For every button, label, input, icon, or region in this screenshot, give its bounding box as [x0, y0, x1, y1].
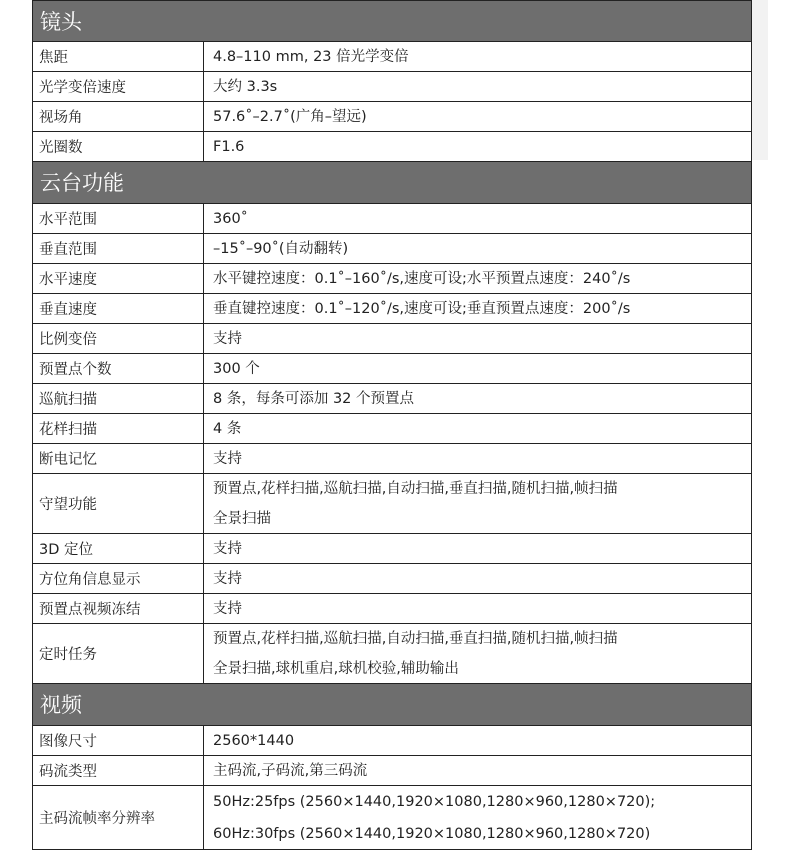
spec-label: 巡航扫描 [33, 384, 204, 413]
spec-value-line: 57.6˚–2.7˚(广角–望远) [213, 108, 367, 125]
spec-value-line: 支持 [213, 600, 242, 617]
spec-value [204, 42, 751, 71]
spec-value [204, 204, 751, 233]
spec-value-line: 支持 [213, 450, 242, 467]
spec-label: 3D 定位 [33, 534, 204, 563]
spec-value [204, 414, 751, 443]
spec-label: 水平范围 [33, 204, 204, 233]
spec-value-line: 大约 3.3s [213, 78, 278, 95]
spec-row [32, 444, 752, 474]
spec-row [32, 726, 752, 756]
spec-label: 光学变倍速度 [33, 72, 204, 101]
spec-row [32, 204, 752, 234]
spec-label: 主码流帧率分辨率 [33, 786, 204, 849]
spec-value-line: –15˚–90˚(自动翻转) [213, 240, 349, 257]
spec-value [204, 294, 751, 323]
spec-value-line: 4.8–110 mm, 23 倍光学变倍 [213, 48, 409, 65]
spec-row [32, 594, 752, 624]
section-header-video: 视频 [32, 684, 752, 726]
spec-value-line: 360˚ [213, 210, 248, 227]
spec-row [32, 132, 752, 162]
spec-value-line: 水平键控速度：0.1˚–160˚/s,速度可设;水平预置点速度：240˚/s [213, 270, 631, 287]
spec-label: 花样扫描 [33, 414, 204, 443]
spec-value-line: 支持 [213, 540, 242, 557]
spec-value-line: 300 个 [213, 360, 260, 377]
spec-value-line: 预置点,花样扫描,巡航扫描,自动扫描,垂直扫描,随机扫描,帧扫描 [213, 480, 618, 497]
spec-value-line: 全景扫描 [213, 510, 271, 527]
spec-label: 垂直范围 [33, 234, 204, 263]
side-shade [752, 0, 768, 160]
spec-row [32, 786, 752, 850]
spec-table [32, 0, 752, 850]
spec-value [204, 624, 751, 683]
spec-label: 断电记忆 [33, 444, 204, 473]
spec-label: 图像尺寸 [33, 726, 204, 755]
spec-row [32, 564, 752, 594]
spec-value-line: 4 条 [213, 420, 242, 437]
section-header-lens: 镜头 [32, 0, 752, 42]
spec-value-line: 2560*1440 [213, 732, 295, 749]
spec-value [204, 234, 751, 263]
spec-row [32, 264, 752, 294]
spec-value [204, 564, 751, 593]
spec-value [204, 384, 751, 413]
spec-value [204, 594, 751, 623]
spec-label: 垂直速度 [33, 294, 204, 323]
spec-label: 预置点个数 [33, 354, 204, 383]
spec-row [32, 42, 752, 72]
spec-row [32, 624, 752, 684]
spec-label: 方位角信息显示 [33, 564, 204, 593]
spec-value-line: 支持 [213, 330, 242, 347]
spec-value [204, 132, 751, 161]
spec-value [204, 72, 751, 101]
spec-row [32, 384, 752, 414]
spec-row [32, 756, 752, 786]
spec-label: 焦距 [33, 42, 204, 71]
spec-label: 预置点视频冻结 [33, 594, 204, 623]
spec-label: 光圈数 [33, 132, 204, 161]
spec-row [32, 102, 752, 132]
spec-row [32, 234, 752, 264]
spec-value-line: 全景扫描,球机重启,球机校验,辅助输出 [213, 660, 459, 677]
spec-row [32, 354, 752, 384]
spec-label: 水平速度 [33, 264, 204, 293]
spec-value [204, 534, 751, 563]
spec-row [32, 72, 752, 102]
spec-value-line: 支持 [213, 570, 242, 587]
spec-value [204, 264, 751, 293]
spec-value-line: 60Hz:30fps (2560×1440,1920×1080,1280×960,1280×720) [213, 825, 651, 842]
spec-label: 比例变倍 [33, 324, 204, 353]
spec-value [204, 324, 751, 353]
spec-label: 视场角 [33, 102, 204, 131]
spec-row [32, 534, 752, 564]
spec-label: 守望功能 [33, 474, 204, 533]
spec-value [204, 786, 751, 849]
spec-value-line: F1.6 [213, 138, 245, 155]
section-header-ptz: 云台功能 [32, 162, 752, 204]
spec-value-line: 预置点,花样扫描,巡航扫描,自动扫描,垂直扫描,随机扫描,帧扫描 [213, 630, 618, 647]
spec-value-line: 8 条，每条可添加 32 个预置点 [213, 390, 415, 407]
spec-value [204, 756, 751, 785]
spec-value-line: 50Hz:25fps (2560×1440,1920×1080,1280×960,1280×720); [213, 793, 656, 810]
spec-value [204, 444, 751, 473]
spec-row [32, 474, 752, 534]
spec-row [32, 414, 752, 444]
spec-row [32, 294, 752, 324]
spec-label: 码流类型 [33, 756, 204, 785]
spec-value [204, 726, 751, 755]
spec-value-line: 主码流,子码流,第三码流 [213, 762, 368, 779]
spec-value [204, 354, 751, 383]
spec-row [32, 324, 752, 354]
spec-value-line: 垂直键控速度：0.1˚–120˚/s,速度可设;垂直预置点速度：200˚/s [213, 300, 631, 317]
spec-label: 定时任务 [33, 624, 204, 683]
spec-value [204, 474, 751, 533]
spec-value [204, 102, 751, 131]
